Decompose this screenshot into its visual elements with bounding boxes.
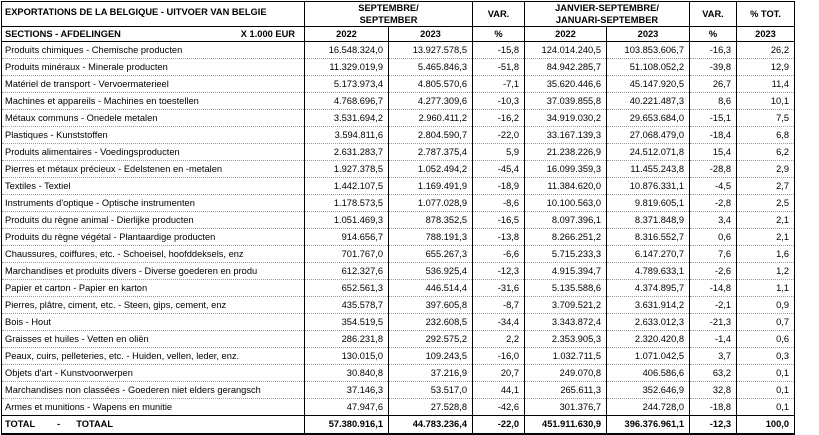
cell-var-month: -16,5 <box>473 212 525 229</box>
cell-sep-2023: 878.352,5 <box>389 212 473 229</box>
row-label: Chaussures, coiffures, etc. - Schoeisel, hoofddeksels, enz <box>2 246 305 263</box>
total-label-fr: TOTAL <box>5 419 36 429</box>
cell-ytd-2022: 301.376,7 <box>525 399 607 416</box>
cell-share: 0,6 <box>737 331 795 348</box>
year-2023-month: 2023 <box>389 27 473 42</box>
cell-ytd-2022: 249.070,8 <box>525 365 607 382</box>
cell-ytd-2022: 5.135.588,6 <box>525 280 607 297</box>
cell-var-ytd: -2,1 <box>690 297 737 314</box>
cell-share: 1,2 <box>737 263 795 280</box>
cell-var-ytd: -2,6 <box>690 263 737 280</box>
cell-ytd-2022: 33.167.139,3 <box>525 127 607 144</box>
cell-ytd-2022: 11.384.620,0 <box>525 178 607 195</box>
row-label: Produits alimentaires - Voedingsproducten <box>2 144 305 161</box>
cell-share: 0,1 <box>737 365 795 382</box>
cell-ytd-2023: 6.147.270,7 <box>607 246 690 263</box>
table-row <box>2 297 795 314</box>
cell-var-ytd: -16,3 <box>690 42 737 59</box>
cell-var-month: 2,2 <box>473 331 525 348</box>
cell-var-ytd: 32,8 <box>690 382 737 399</box>
cell-ytd-2023: 244.728,0 <box>607 399 690 416</box>
cell-var-month: -10,3 <box>473 93 525 110</box>
period-month-line1: SEPTEMBRE/ <box>358 3 419 13</box>
sections-header <box>2 27 305 42</box>
cell-share: 7,5 <box>737 110 795 127</box>
cell-sep-2022: 1.927.378,5 <box>305 161 389 178</box>
total-cell-sep-2022: 57.380.916,1 <box>305 416 389 435</box>
period-ytd-line1: JANVIER-SEPTEMBRE/ <box>555 3 659 13</box>
table-row <box>2 348 795 365</box>
cell-share: 11,4 <box>737 76 795 93</box>
cell-share: 12,9 <box>737 59 795 76</box>
total-cell-share: 100,0 <box>737 416 795 435</box>
cell-ytd-2023: 11.455.243,8 <box>607 161 690 178</box>
row-label: Papier et carton - Papier en karton <box>2 280 305 297</box>
cell-var-ytd: -1,4 <box>690 331 737 348</box>
cell-share: 1,1 <box>737 280 795 297</box>
cell-sep-2023: 2.960.411,2 <box>389 110 473 127</box>
cell-share: 10,1 <box>737 93 795 110</box>
cell-ytd-2023: 406.586,6 <box>607 365 690 382</box>
cell-ytd-2022: 3.343.872,4 <box>525 314 607 331</box>
cell-ytd-2023: 9.819.605,1 <box>607 195 690 212</box>
row-label: Machines et appareils - Machines en toestellen <box>2 93 305 110</box>
table-row <box>2 76 795 93</box>
cell-sep-2022: 3.531.694,2 <box>305 110 389 127</box>
cell-ytd-2022: 3.709.521,2 <box>525 297 607 314</box>
cell-ytd-2023: 8.371.848,9 <box>607 212 690 229</box>
period-ytd-header <box>525 2 690 27</box>
pct-month: % <box>473 27 525 42</box>
table-row <box>2 280 795 297</box>
cell-var-ytd: -14,8 <box>690 280 737 297</box>
cell-var-month: -12,3 <box>473 263 525 280</box>
cell-ytd-2023: 51.108.052,2 <box>607 59 690 76</box>
cell-sep-2023: 27.528,8 <box>389 399 473 416</box>
cell-var-ytd: 3,7 <box>690 348 737 365</box>
year-2023-ytd: 2023 <box>607 27 690 42</box>
cell-sep-2023: 4.277.309,6 <box>389 93 473 110</box>
row-label: Produits du règne animal - Dierlijke producten <box>2 212 305 229</box>
row-label: Matériel de transport - Vervoermaterieel <box>2 76 305 93</box>
cell-sep-2022: 286.231,8 <box>305 331 389 348</box>
period-ytd-line2: JANUARI-SEPTEMBER <box>555 15 659 25</box>
cell-ytd-2022: 5.715.233,3 <box>525 246 607 263</box>
total-cell-var-month: -22,0 <box>473 416 525 435</box>
cell-var-month: -15,8 <box>473 42 525 59</box>
cell-sep-2022: 2.631.283,7 <box>305 144 389 161</box>
table-row <box>2 161 795 178</box>
cell-share: 2,7 <box>737 178 795 195</box>
year-2022-ytd: 2022 <box>525 27 607 42</box>
cell-sep-2023: 5.465.846,3 <box>389 59 473 76</box>
cell-sep-2022: 914.656,7 <box>305 229 389 246</box>
sections-label: SECTIONS - AFDELINGEN <box>5 28 121 39</box>
cell-ytd-2022: 35.620.446,6 <box>525 76 607 93</box>
row-label: Produits chimiques - Chemische producten <box>2 42 305 59</box>
row-label: Graisses et huiles - Vetten en oliën <box>2 331 305 348</box>
cell-sep-2022: 1.178.573,5 <box>305 195 389 212</box>
cell-var-ytd: -39,8 <box>690 59 737 76</box>
cell-var-month: 44,1 <box>473 382 525 399</box>
cell-var-ytd: 15,4 <box>690 144 737 161</box>
cell-ytd-2023: 10.876.331,1 <box>607 178 690 195</box>
row-label: Instruments d'optique - Optische instrumenten <box>2 195 305 212</box>
cell-ytd-2023: 2.633.012,3 <box>607 314 690 331</box>
cell-ytd-2023: 3.631.914,2 <box>607 297 690 314</box>
cell-var-month: -13,8 <box>473 229 525 246</box>
cell-ytd-2023: 45.147.920,5 <box>607 76 690 93</box>
table-row <box>2 331 795 348</box>
cell-ytd-2022: 34.919.030,2 <box>525 110 607 127</box>
cell-share: 6,8 <box>737 127 795 144</box>
cell-sep-2022: 1.051.469,3 <box>305 212 389 229</box>
cell-sep-2023: 446.514,4 <box>389 280 473 297</box>
cell-sep-2022: 4.768.696,7 <box>305 93 389 110</box>
cell-var-month: -22,0 <box>473 127 525 144</box>
cell-ytd-2022: 1.032.711,5 <box>525 348 607 365</box>
year-2022-month: 2022 <box>305 27 389 42</box>
cell-var-month: -34,4 <box>473 314 525 331</box>
cell-ytd-2022: 8.097.396,1 <box>525 212 607 229</box>
cell-share: 2,1 <box>737 229 795 246</box>
cell-var-month: -16,0 <box>473 348 525 365</box>
row-label: Textiles - Textiel <box>2 178 305 195</box>
table-row <box>2 93 795 110</box>
cell-ytd-2023: 40.221.487,3 <box>607 93 690 110</box>
pct-ytd: % <box>690 27 737 42</box>
table-row <box>2 365 795 382</box>
cell-var-ytd: 3,4 <box>690 212 737 229</box>
cell-share: 0,9 <box>737 297 795 314</box>
cell-share: 2,5 <box>737 195 795 212</box>
cell-ytd-2022: 21.238.226,9 <box>525 144 607 161</box>
row-label: Peaux, cuirs, pelleteries, etc. - Huiden, vellen, leder, enz. <box>2 348 305 365</box>
total-label-nl: TOTAAL <box>76 419 114 429</box>
cell-ytd-2023: 103.853.606,7 <box>607 42 690 59</box>
row-label: Produits minéraux - Minerale producten <box>2 59 305 76</box>
cell-ytd-2023: 352.646,9 <box>607 382 690 399</box>
total-cell-ytd-2022: 451.911.630,9 <box>525 416 607 435</box>
total-row <box>2 416 795 435</box>
cell-ytd-2022: 37.039.855,8 <box>525 93 607 110</box>
cell-sep-2022: 612.327,6 <box>305 263 389 280</box>
total-label <box>2 416 305 435</box>
cell-var-ytd: -15,1 <box>690 110 737 127</box>
cell-ytd-2023: 4.789.633,1 <box>607 263 690 280</box>
table-row <box>2 127 795 144</box>
cell-sep-2022: 37.146,3 <box>305 382 389 399</box>
cell-sep-2022: 354.519,5 <box>305 314 389 331</box>
cell-share: 2,1 <box>737 212 795 229</box>
cell-sep-2022: 5.173.973,4 <box>305 76 389 93</box>
unit-label: X 1.000 EUR <box>240 28 295 39</box>
cell-share: 0,1 <box>737 382 795 399</box>
cell-sep-2023: 397.605,8 <box>389 297 473 314</box>
cell-sep-2022: 652.561,3 <box>305 280 389 297</box>
cell-share: 0,7 <box>737 314 795 331</box>
cell-var-ytd: -18,8 <box>690 399 737 416</box>
total-cell-sep-2023: 44.783.236,4 <box>389 416 473 435</box>
cell-sep-2022: 1.442.107,5 <box>305 178 389 195</box>
cell-var-month: -31,6 <box>473 280 525 297</box>
cell-ytd-2022: 84.942.285,7 <box>525 59 607 76</box>
report-title: EXPORTATIONS DE LA BELGIQUE - UITVOER VAN BELGIE <box>2 2 305 27</box>
cell-sep-2023: 232.608,5 <box>389 314 473 331</box>
cell-share: 6,2 <box>737 144 795 161</box>
cell-var-ytd: 0,6 <box>690 229 737 246</box>
row-label: Marchandises non classées - Goederen niet elders gerangsch <box>2 382 305 399</box>
cell-ytd-2022: 265.611,3 <box>525 382 607 399</box>
cell-sep-2023: 2.787.375,4 <box>389 144 473 161</box>
cell-ytd-2023: 27.068.479,0 <box>607 127 690 144</box>
row-label: Objets d'art - Kunstvoorwerpen <box>2 365 305 382</box>
cell-ytd-2023: 2.320.420,8 <box>607 331 690 348</box>
table-row <box>2 382 795 399</box>
cell-var-month: 20,7 <box>473 365 525 382</box>
row-label: Pierres, plâtre, ciment, etc. - Steen, gips, cement, enz <box>2 297 305 314</box>
table-row <box>2 263 795 280</box>
cell-ytd-2023: 1.071.042,5 <box>607 348 690 365</box>
cell-var-month: -51,8 <box>473 59 525 76</box>
cell-sep-2023: 655.267,3 <box>389 246 473 263</box>
table-row <box>2 246 795 263</box>
cell-share: 2,9 <box>737 161 795 178</box>
cell-sep-2023: 2.804.590,7 <box>389 127 473 144</box>
row-label: Armes et munitions - Wapens en munitie <box>2 399 305 416</box>
total-cell-var-ytd: -12,3 <box>690 416 737 435</box>
cell-sep-2023: 4.805.570,6 <box>389 76 473 93</box>
cell-var-month: -42,6 <box>473 399 525 416</box>
cell-var-ytd: 7,6 <box>690 246 737 263</box>
table-row <box>2 178 795 195</box>
cell-sep-2023: 536.925,4 <box>389 263 473 280</box>
cell-sep-2023: 109.243,5 <box>389 348 473 365</box>
share-header: % TOT. <box>737 2 795 27</box>
cell-var-month: -45,4 <box>473 161 525 178</box>
cell-share: 26,2 <box>737 42 795 59</box>
var-ytd-header: VAR. <box>690 2 737 27</box>
cell-ytd-2022: 124.014.240,5 <box>525 42 607 59</box>
table-row <box>2 42 795 59</box>
cell-share: 1,6 <box>737 246 795 263</box>
year-2023-share: 2023 <box>737 27 795 42</box>
cell-ytd-2022: 16.099.359,3 <box>525 161 607 178</box>
cell-var-ytd: 8,6 <box>690 93 737 110</box>
cell-sep-2022: 130.015,0 <box>305 348 389 365</box>
row-label: Pierres et métaux précieux - Edelstenen en -metalen <box>2 161 305 178</box>
total-dash: - <box>57 419 61 429</box>
period-month-line2: SEPTEMBER <box>359 15 418 25</box>
cell-sep-2022: 435.578,7 <box>305 297 389 314</box>
cell-ytd-2022: 8.266.251,2 <box>525 229 607 246</box>
cell-ytd-2023: 29.653.684,0 <box>607 110 690 127</box>
cell-var-month: -8,7 <box>473 297 525 314</box>
table-row <box>2 110 795 127</box>
var-header: VAR. <box>473 2 525 27</box>
cell-sep-2023: 788.191,3 <box>389 229 473 246</box>
cell-sep-2023: 292.575,2 <box>389 331 473 348</box>
header-row <box>2 2 795 27</box>
cell-ytd-2023: 4.374.895,7 <box>607 280 690 297</box>
cell-var-month: -6,6 <box>473 246 525 263</box>
cell-ytd-2022: 10.100.563,0 <box>525 195 607 212</box>
cell-ytd-2023: 24.512.071,8 <box>607 144 690 161</box>
cell-var-ytd: 26,7 <box>690 76 737 93</box>
exports-table <box>1 1 795 435</box>
cell-var-ytd: -21,3 <box>690 314 737 331</box>
cell-sep-2023: 1.052.494,2 <box>389 161 473 178</box>
cell-share: 0,3 <box>737 348 795 365</box>
cell-sep-2022: 16.548.324,0 <box>305 42 389 59</box>
cell-var-ytd: -28,8 <box>690 161 737 178</box>
row-label: Marchandises et produits divers - Diverse goederen en produ <box>2 263 305 280</box>
table-row <box>2 195 795 212</box>
cell-var-month: -18,9 <box>473 178 525 195</box>
cell-ytd-2022: 2.353.905,3 <box>525 331 607 348</box>
cell-sep-2022: 11.329.019,9 <box>305 59 389 76</box>
table-row <box>2 59 795 76</box>
cell-sep-2023: 1.169.491,9 <box>389 178 473 195</box>
cell-sep-2023: 37.216,9 <box>389 365 473 382</box>
cell-var-ytd: -18,4 <box>690 127 737 144</box>
row-label: Bois - Hout <box>2 314 305 331</box>
cell-var-month: -8,6 <box>473 195 525 212</box>
cell-ytd-2023: 8.316.552,7 <box>607 229 690 246</box>
cell-var-ytd: 63,2 <box>690 365 737 382</box>
row-label: Métaux communs - Onedele metalen <box>2 110 305 127</box>
cell-var-ytd: -4,5 <box>690 178 737 195</box>
cell-sep-2022: 3.594.811,6 <box>305 127 389 144</box>
cell-sep-2022: 47.947,6 <box>305 399 389 416</box>
cell-sep-2023: 53.517,0 <box>389 382 473 399</box>
table-row <box>2 314 795 331</box>
cell-var-ytd: -2,8 <box>690 195 737 212</box>
cell-sep-2023: 13.927.578,5 <box>389 42 473 59</box>
cell-var-month: 5,9 <box>473 144 525 161</box>
cell-var-month: -7,1 <box>473 76 525 93</box>
total-cell-ytd-2023: 396.376.961,1 <box>607 416 690 435</box>
table-row <box>2 399 795 416</box>
cell-var-month: -16,2 <box>473 110 525 127</box>
cell-sep-2022: 30.840,8 <box>305 365 389 382</box>
row-label: Plastiques - Kunststoffen <box>2 127 305 144</box>
cell-ytd-2022: 4.915.394,7 <box>525 263 607 280</box>
row-label: Produits du règne végétal - Plantaardige producten <box>2 229 305 246</box>
table-row <box>2 229 795 246</box>
table-row <box>2 212 795 229</box>
period-month-header <box>305 2 473 27</box>
table-row <box>2 144 795 161</box>
cell-share: 0,1 <box>737 399 795 416</box>
subheader-row <box>2 27 795 42</box>
cell-sep-2023: 1.077.028,9 <box>389 195 473 212</box>
cell-sep-2022: 701.767,0 <box>305 246 389 263</box>
